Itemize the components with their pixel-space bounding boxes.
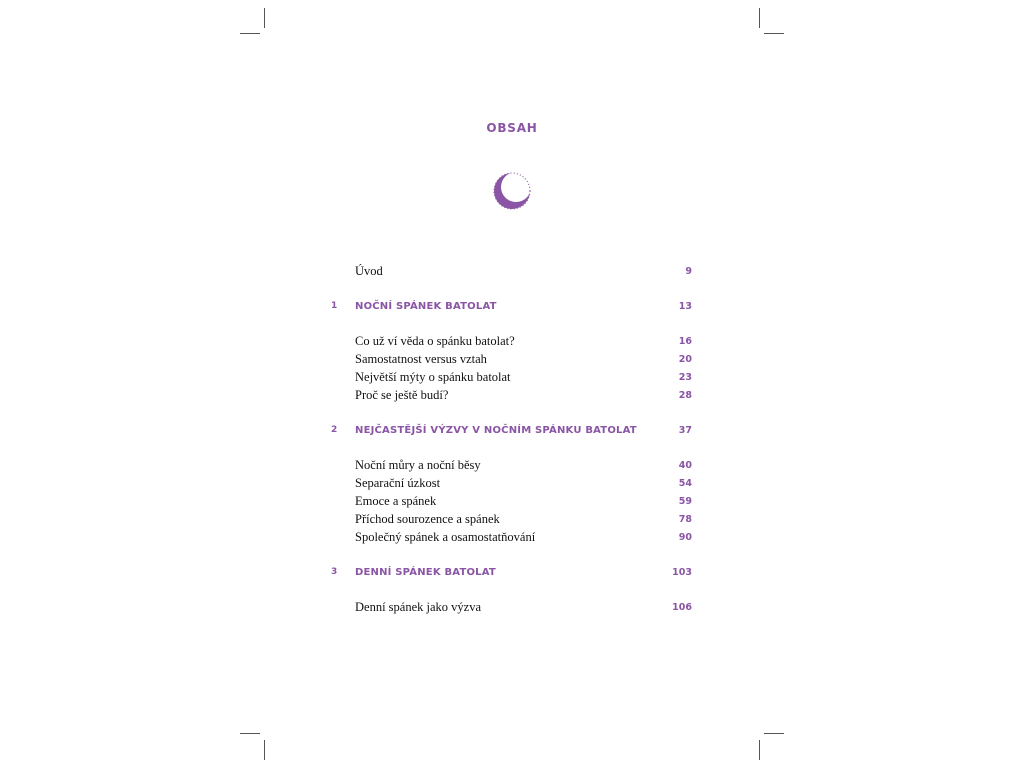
entry-title: Společný spánek a osamostatňování xyxy=(355,530,536,544)
entry-title: Emoce a spánek xyxy=(355,494,437,508)
chapter-number: 1 xyxy=(331,301,338,311)
crop-mark xyxy=(264,740,265,760)
page-number: 13 xyxy=(678,301,692,312)
toc-chapter xyxy=(320,565,692,581)
chapter-title: DENNÍ SPÁNEK BATOLAT xyxy=(355,567,496,578)
toc-chapter xyxy=(320,299,692,315)
entry-title: Denní spánek jako výzva xyxy=(355,600,482,614)
entry-title: Co už ví věda o spánku batolat? xyxy=(355,334,515,348)
toc-entry xyxy=(320,512,692,528)
page-title: OBSAH xyxy=(486,121,538,135)
toc-entry xyxy=(320,370,692,386)
page-number: 23 xyxy=(678,372,692,383)
crop-mark xyxy=(759,740,760,760)
page-number: 54 xyxy=(678,478,692,489)
page-number: 106 xyxy=(672,602,692,613)
chapter-number: 2 xyxy=(331,425,338,435)
entry-title: Úvod xyxy=(355,264,383,278)
chapter-title: NOČNÍ SPÁNEK BATOLAT xyxy=(355,301,497,312)
chapter-number: 3 xyxy=(331,567,338,577)
toc-entry xyxy=(320,476,692,492)
page-number: 9 xyxy=(685,266,692,277)
toc-entry xyxy=(320,530,692,546)
crop-mark xyxy=(759,8,760,28)
page-number: 16 xyxy=(678,336,692,347)
toc-entry xyxy=(320,264,692,280)
entry-title: Příchod sourozence a spánek xyxy=(355,512,500,526)
chapter-title: NEJČASTĚJŠÍ VÝZVY V NOČNÍM SPÁNKU BATOLAT xyxy=(355,425,637,436)
toc-entry xyxy=(320,494,692,510)
crop-mark xyxy=(764,33,784,34)
page-number: 20 xyxy=(678,354,692,365)
toc-entry xyxy=(320,334,692,350)
page-number: 90 xyxy=(678,532,692,543)
crop-mark xyxy=(240,733,260,734)
crop-mark xyxy=(764,733,784,734)
page-number: 59 xyxy=(678,496,692,507)
crop-mark xyxy=(240,33,260,34)
toc-entry xyxy=(320,352,692,368)
page-number: 103 xyxy=(672,567,692,578)
toc-chapter xyxy=(320,423,692,439)
crop-mark xyxy=(264,8,265,28)
entry-title: Samostatnost versus vztah xyxy=(355,352,487,366)
page-number: 40 xyxy=(678,460,692,471)
page-number: 37 xyxy=(678,425,692,436)
toc-entry xyxy=(320,388,692,404)
crescent-moon-icon xyxy=(492,171,532,211)
page-number: 78 xyxy=(678,514,692,525)
toc-entry xyxy=(320,600,692,616)
entry-title: Největší mýty o spánku batolat xyxy=(355,370,511,384)
entry-title: Proč se ještě budí? xyxy=(355,388,449,402)
page-number: 28 xyxy=(678,390,692,401)
entry-title: Separační úzkost xyxy=(355,476,441,490)
toc-entry xyxy=(320,458,692,474)
entry-title: Noční můry a noční běsy xyxy=(355,458,481,472)
